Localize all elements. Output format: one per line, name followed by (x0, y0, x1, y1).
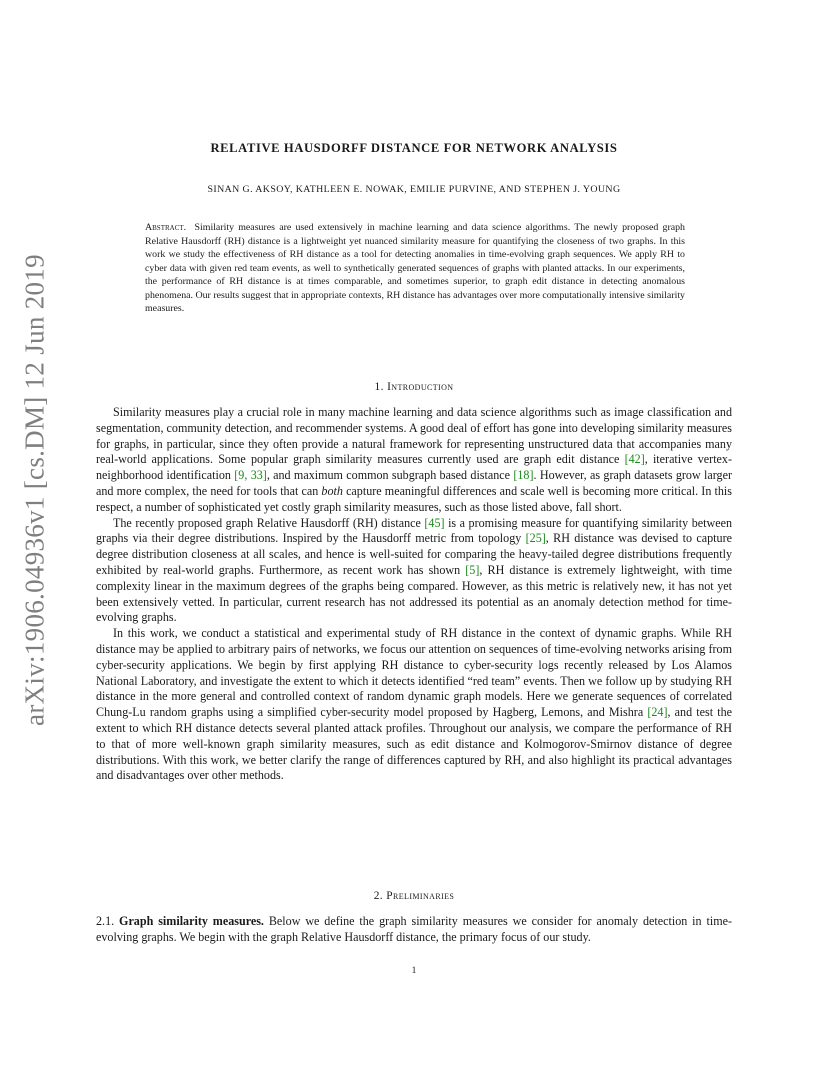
citation-link[interactable]: [9, 33] (234, 468, 267, 483)
paper-authors: SINAN G. AKSOY, KATHLEEN E. NOWAK, EMILIE PURVINE, AND STEPHEN J. YOUNG (207, 184, 621, 195)
text-run: Similarity measures play a crucial role in many machine learning and data science algorithms such as image classification and segmentation, community detection, and recommender systems. A good deal of effort has gone into developing similarity measures for graphs, in particular, since they often provide a natural framework for representing unstructured data that accompanies many real-world applications. Some popular graph similarity measures currently used are graph edit distance (96, 405, 732, 467)
subsection-title: Graph similarity measures. (119, 914, 264, 928)
paragraph (96, 405, 732, 516)
section-heading-preliminaries: 2. Preliminaries (373, 890, 455, 902)
citation-link[interactable]: [45] (424, 515, 445, 530)
abstract-text: Similarity measures are used extensively in machine learning and data science algorithms. The newly proposed graph Relative Hausdorff (RH) distance is a lightweight yet nuanced similarity measure for quantifying the closeness of two graphs. In this work we study the effectiveness of RH distance as a tool for detecting anomalies in time-evolving graph sequences. We apply RH to cyber data with given red team events, as well to synthetically generated sequences of graphs with planted attacks. In our experiments, the performance of RH distance is at times comparable, and sometimes superior, to graph edit distance in detecting anomalous phenomena. Our results suggest that in appropriate contexts, RH distance has advantages over more computationally intensive similarity measures. (145, 222, 685, 314)
paragraph (96, 914, 732, 946)
citation-link[interactable]: [24] (647, 705, 668, 720)
abstract (145, 221, 685, 316)
paragraph (96, 626, 732, 784)
preliminaries-body (96, 914, 732, 946)
citation-link[interactable]: [18] (513, 468, 534, 483)
text-run: capture meaningful differences and scale well is becoming more critical. In this respect, a number of sophisticated yet costly graph similarity measures, such as those listed above, fall short. (96, 483, 732, 514)
text-run: Below we define the graph similarity measures we consider for anomaly detection in time-evolving graphs. We begin with the graph Relative Hausdorff distance, the primary focus of our study. (96, 914, 732, 944)
citation-link[interactable]: [5] (465, 562, 480, 577)
paper-title: RELATIVE HAUSDORFF DISTANCE FOR NETWORK ANALYSIS (210, 141, 618, 155)
citation-link[interactable]: [25] (525, 531, 546, 546)
emphasis: both (321, 483, 343, 498)
paragraph (96, 516, 732, 627)
arxiv-sidebar (6, 240, 64, 740)
text-run: , and maximum common subgraph based distance (266, 468, 514, 483)
introduction-body (96, 405, 732, 784)
text-run: , iterative vertex-neighborhood identification (96, 452, 733, 483)
arxiv-identifier: arXiv:1906.04936v1 [cs.DM] 12 Jun 2019 (19, 254, 50, 726)
subsection-number: 2.1. (96, 914, 115, 928)
text-run: , RH distance is extremely lightweight, with time complexity linear in the maximum degrees of the graphs being compared. However, as this metric is relatively new, it has not yet been extensively vetted. In particular, current research has not addressed its potential as an anomaly detection method for time-evolving graphs. (96, 562, 732, 625)
text-run: . However, as graph datasets grow larger and more complex, the need for tools that can (96, 468, 732, 498)
text-run: In this work, we conduct a statistical and experimental study of RH distance in the context of dynamic graphs. While RH distance may be applied to arbitrary pairs of networks, we focus our attention on sequences of time-evolving networks arising from cyber-security applications. We begin by first applying RH distance to cyber-security logs recently released by Los Alamos National Laboratory, and investigate the extent to which it detects identified “red team” events. Then we follow up by studying RH distance in the more general and controlled context of random dynamic graph models. Here we generate sequences of correlated Chung-Lu random graphs using a simplified cyber-security model proposed by Hagberg, Lemons, and Mishra (96, 626, 732, 720)
section-heading-introduction: 1. Introduction (374, 381, 454, 393)
abstract-label: Abstract. (145, 222, 187, 233)
text-run: , RH distance was devised to capture degree distribution closeness at all scales, and hence is well-suited for comparing the heavy-tailed degree distributions frequently exhibited by real-world graphs. Furthermore, as recent work has shown (96, 531, 732, 577)
text-run: The recently proposed graph Relative Hausdorff (RH) distance (113, 515, 425, 530)
text-run: is a promising measure for quantifying similarity between graphs via their degree distributions. Inspired by the Hausdorff metric from topology (96, 515, 732, 546)
page-number: 1 (411, 966, 417, 976)
text-run: , and test the extent to which RH distance detects several planted attack profiles. Throughout our analysis, we compare the performance of RH to that of more well-known graph similarity measures, such as edit distance and Kolmogorov-Smirnov distance of degree distributions. With this work, we better clarify the range of differences captured by RH, and also highlight its practical advantages and disadvantages over other methods. (96, 705, 732, 783)
citation-link[interactable]: [42] (624, 452, 645, 467)
